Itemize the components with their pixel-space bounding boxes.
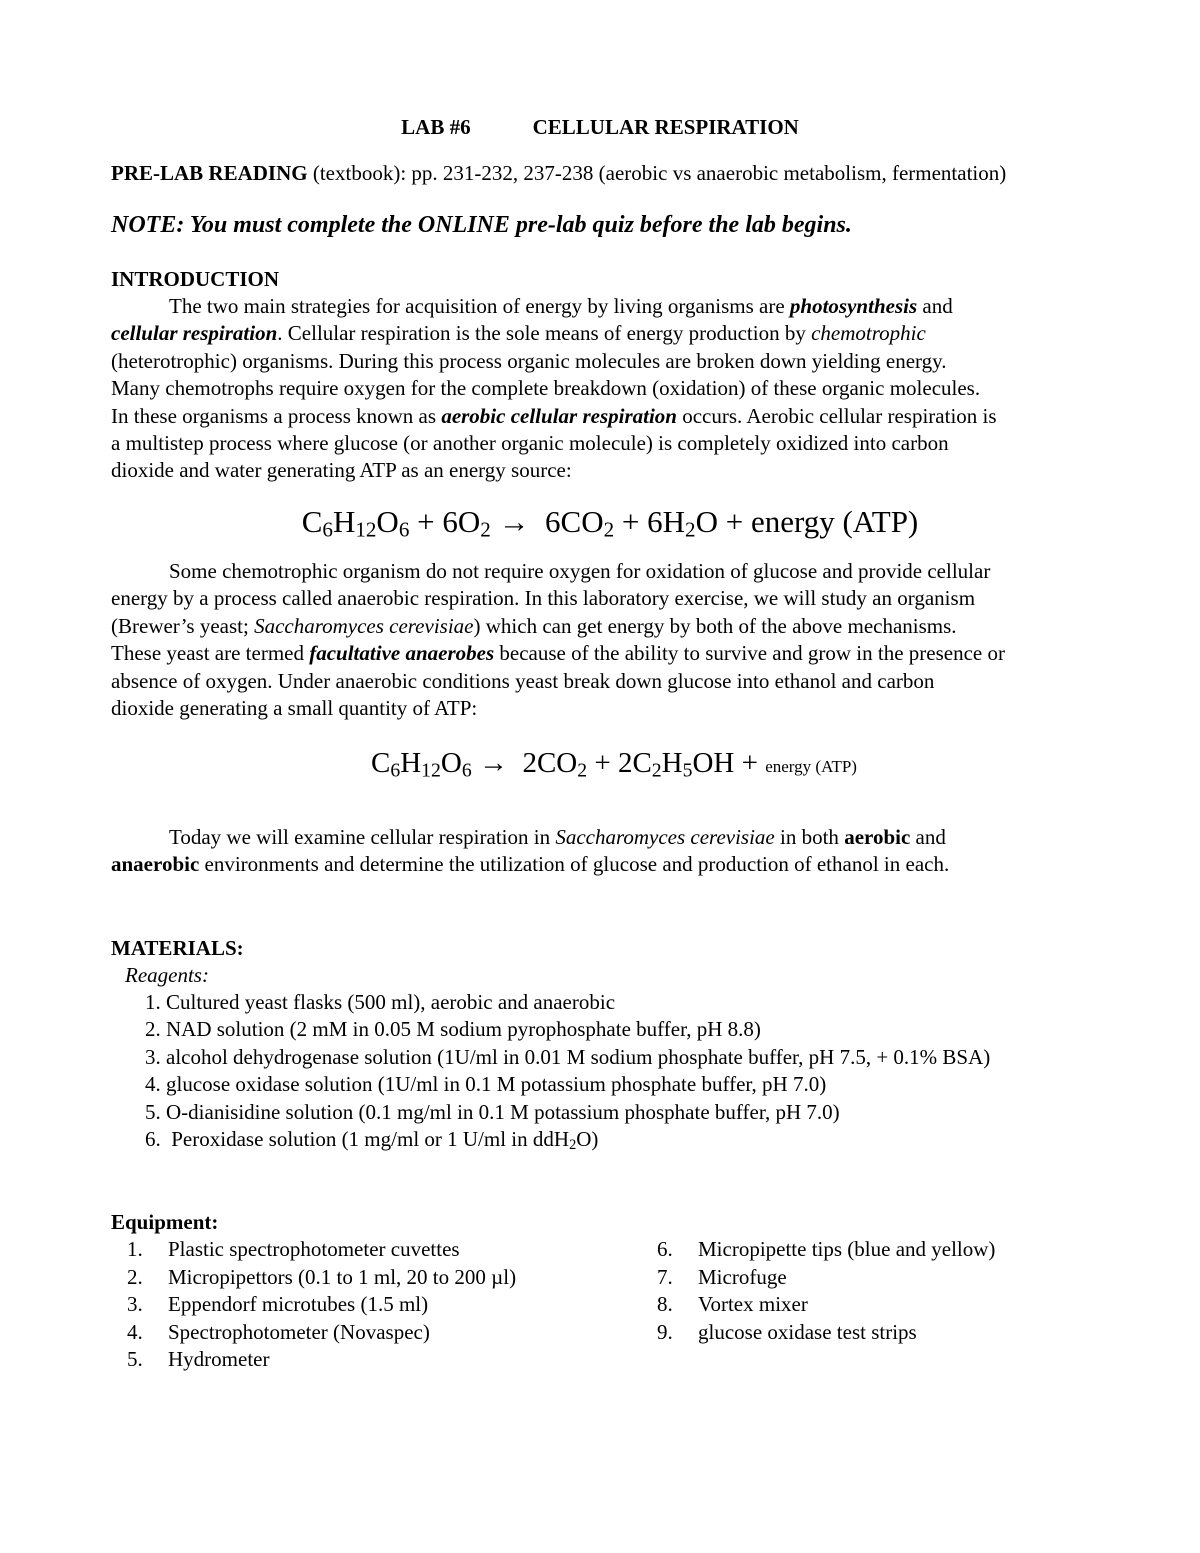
item-text: Hydrometer [168,1347,270,1372]
equipment-list-left [127,1236,516,1374]
item-number: 2. [127,1264,143,1289]
text-span: O) [576,1126,599,1151]
text-line: Some chemotrophic organism do not require oxygen for oxidation of glucose and provide cellular [169,559,991,583]
item-number: 3. [127,1292,143,1317]
eq-part: 6CO [537,504,604,539]
intro-paragraph-1 [111,293,1121,485]
text-span: In these organisms a process known as [111,403,442,428]
list-item [145,1126,990,1153]
anaerobic-equation [0,745,1200,785]
prelab-text: (textbook): pp. 231-232, 237-238 (aerobic vs anaerobic metabolism, fermentation) [307,161,1007,185]
subscript: 2 [569,1137,577,1154]
prelab-reading [111,160,1006,188]
eq-energy-label: energy (ATP) [765,757,857,776]
item-text: Micropipettors (0.1 to 1 ml, 20 to 200 µl) [168,1264,517,1289]
intro-paragraph-2 [111,558,1121,722]
text-line: energy by a process called anaerobic respiration. In this laboratory exercise, we will study an organism [111,586,976,611]
eq-subscript: 2 [685,517,696,542]
reagents-list [145,989,990,1153]
text-line: absence of oxygen. Under anaerobic conditions yeast break down glucose into ethanol and carbon [111,668,935,693]
text-line: (heterotrophic) organisms. During this process organic molecules are broken down yielding energy. [111,348,947,373]
list-item [657,1319,995,1347]
list-item: 3. alcohol dehydrogenase solution (1U/ml in 0.01 M sodium phosphate buffer, pH 7.5, + 0.1% BSA) [145,1044,991,1069]
item-number: 6. [657,1237,673,1261]
text-span: ) which can get energy by both of the above mechanisms. [473,613,957,638]
text-span: 6. Peroxidase solution (1 mg/ml or 1 U/ml in ddH [145,1126,570,1151]
term-anaerobic: anaerobic [111,852,200,877]
aerobic-equation [0,503,1200,541]
eq-part: C [301,504,323,539]
page-title [0,114,1200,142]
list-item: 2. NAD solution (2 mM in 0.05 M sodium pyrophosphate buffer, pH 8.8) [145,1017,761,1042]
term-cellular-respiration: cellular respiration [111,321,278,346]
item-number: 9. [657,1319,673,1344]
eq-part: O [440,747,462,779]
list-item [127,1236,516,1264]
text-line: dioxide generating a small quantity of ATP: [111,695,478,720]
text-span: (Brewer’s yeast; [111,613,255,638]
term-photosynthesis: photosynthesis [789,294,918,318]
term-facultative-anaerobes: facultative anaerobes [309,641,495,666]
item-text: Microfuge [698,1264,787,1289]
list-item [657,1291,995,1319]
term-aerobic-cellular-respiration: aerobic cellular respiration [441,403,677,428]
text-line [111,403,1121,430]
eq-subscript: 2 [651,759,662,782]
list-item: 5. O-dianisidine solution (0.1 mg/ml in 0.1 M potassium phosphate buffer, pH 7.0) [145,1099,840,1124]
equipment-list-right [657,1236,995,1346]
text-span: and [917,294,953,318]
list-item [127,1346,516,1374]
species-name: Saccharomyces cerevisiae [555,825,775,849]
eq-part: + 6O [409,504,481,539]
item-text: Spectrophotometer (Novaspec) [168,1319,430,1344]
item-number: 4. [127,1319,143,1344]
item-text: Eppendorf microtubes (1.5 ml) [168,1292,429,1317]
eq-part: H [661,747,683,779]
eq-part: O [376,504,399,539]
reagents-heading: Reagents: [125,963,209,987]
text-line [111,320,1121,347]
materials-heading: MATERIALS: [111,936,244,960]
list-item [127,1264,516,1292]
equipment-heading: Equipment: [111,1210,219,1234]
eq-part: + 6H [614,504,686,539]
term-aerobic: aerobic [844,825,911,849]
text-span: in both [774,825,845,849]
reaction-arrow: → [490,504,538,539]
list-item [657,1236,995,1264]
item-number: 8. [657,1292,673,1317]
eq-subscript: 6 [390,759,401,782]
text-line: a multistep process where glucose (or another organic molecule) is completely oxidized into carbon [111,430,949,455]
text-line: Many chemotrophs require oxygen for the complete breakdown (oxidation) of these organic molecules. [111,376,981,401]
prelab-label: PRE-LAB READING [111,161,308,185]
intro-paragraph-3 [111,824,1121,879]
eq-subscript: 12 [421,759,441,782]
eq-part: + 2C [587,747,652,779]
eq-part: H [400,747,422,779]
eq-part: H [332,504,356,539]
eq-part: C [371,747,391,779]
item-number: 5. [127,1347,143,1372]
list-item: 4. glucose oxidase solution (1U/ml in 0.1 M potassium phosphate buffer, pH 7.0) [145,1072,827,1097]
list-item: 1. Cultured yeast flasks (500 ml), aerobic and anaerobic [145,990,616,1014]
item-number: 1. [127,1237,143,1261]
eq-part: OH + [692,747,766,779]
eq-subscript: 5 [682,759,693,782]
species-name: Saccharomyces cerevisiae [254,613,474,638]
list-item [657,1264,995,1292]
text-span: Today we will examine cellular respiration in [169,825,556,849]
eq-subscript: 12 [355,517,377,542]
item-text: Vortex mixer [698,1292,808,1317]
lab-title: CELLULAR RESPIRATION [532,115,799,139]
list-item [127,1319,516,1347]
text-span: and [910,825,946,849]
item-text: Micropipette tips (blue and yellow) [698,1237,996,1261]
eq-part: 2CO [515,747,578,779]
text-line [111,613,1121,640]
text-span: These yeast are termed [111,641,310,666]
eq-subscript: 2 [480,517,491,542]
eq-subscript: 6 [461,759,472,782]
eq-subscript: 6 [322,517,333,542]
reaction-arrow: → [471,747,516,779]
item-number: 7. [657,1264,673,1289]
text-span: . Cellular respiration is the sole means of energy production by [277,321,812,346]
text-span: The two main strategies for acquisition of energy by living organisms are [169,294,790,318]
text-span: environments and determine the utilization of glucose and production of ethanol in each. [199,852,950,877]
item-text: glucose oxidase test strips [698,1319,917,1344]
introduction-heading: INTRODUCTION [111,267,280,291]
eq-subscript: 2 [603,517,615,542]
item-text: Plastic spectrophotometer cuvettes [168,1237,460,1261]
eq-subscript: 2 [577,759,588,782]
text-line [111,851,1121,878]
eq-part: O + energy (ATP) [695,504,919,539]
text-line [111,293,1121,320]
text-line [111,640,1121,667]
lab-number: LAB #6 [401,115,471,139]
term-chemotrophic: chemotrophic [811,321,926,346]
text-span: because of the ability to survive and grow in the presence or [494,641,1005,666]
text-line: dioxide and water generating ATP as an energy source: [111,458,572,483]
text-span: occurs. Aerobic cellular respiration is [676,403,997,428]
list-item [127,1291,516,1319]
text-line [111,824,1121,851]
note-text: NOTE: You must complete the ONLINE pre-lab quiz before the lab begins. [111,212,852,238]
eq-subscript: 6 [398,517,410,542]
